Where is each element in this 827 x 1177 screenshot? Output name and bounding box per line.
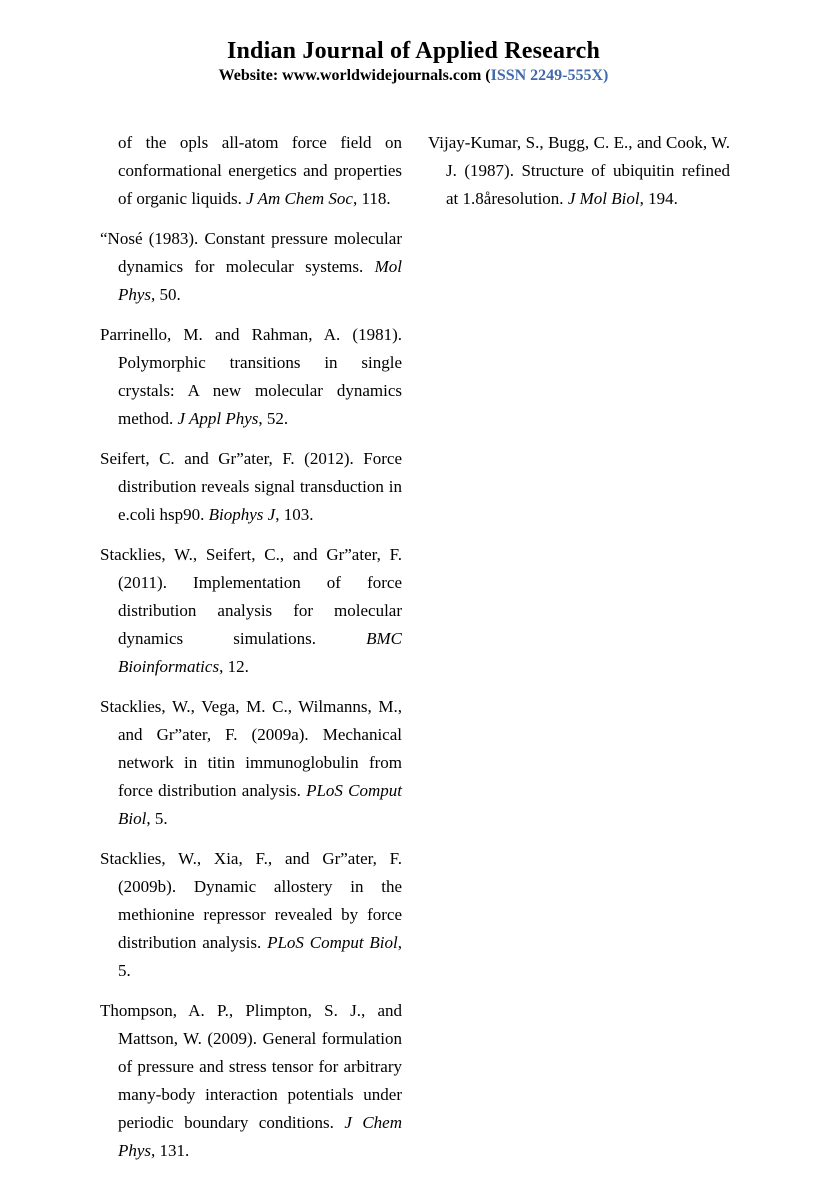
reference-text: of the opls all-atom force field on conformational energetics and properties of organic liquids. <box>118 133 402 208</box>
reference-entry <box>100 445 402 529</box>
reference-entry <box>100 693 402 833</box>
reference-text: , 50. <box>151 285 181 304</box>
reference-entry <box>100 845 402 985</box>
reference-entry <box>100 129 402 213</box>
reference-entry <box>100 541 402 681</box>
journal-name: Mol Phys <box>118 257 402 304</box>
reference-text: , 12. <box>219 657 249 676</box>
journal-name: J Mol Biol <box>567 189 640 208</box>
reference-text: “Nosé (1983). Constant pressure molecular dynamics for molecular systems. <box>100 229 402 276</box>
references-column-left <box>100 129 402 1177</box>
reference-text: Stacklies, W., Vega, M. C., Wilmanns, M., and Gr”ater, F. (2009a). Mechanical network in titin immunoglobulin from force distribution analysis. <box>100 697 402 800</box>
references-column-right <box>428 129 730 1177</box>
journal-name: J Am Chem Soc <box>246 189 353 208</box>
journal-name: J Chem Phys <box>118 1113 402 1160</box>
journal-subtitle <box>0 66 827 86</box>
reference-text: Stacklies, W., Xia, F., and Gr”ater, F. (2009b). Dynamic allostery in the methionine repressor revealed by force distribution analysis. <box>100 849 402 952</box>
journal-name: J Appl Phys <box>177 409 259 428</box>
reference-text: Thompson, A. P., Plimpton, S. J., and Mattson, W. (2009). General formulation of pressure and stress tensor for arbitrary many-body interaction potentials under periodic boundary conditions. <box>100 1001 402 1132</box>
reference-text: Parrinello, M. and Rahman, A. (1981). Polymorphic transitions in single crystals: A new molecular dynamics method. <box>100 325 402 428</box>
journal-title: Indian Journal of Applied Research <box>226 38 601 64</box>
issn-text: ISSN 2249-555X) <box>490 67 609 84</box>
reference-text: , 194. <box>639 189 678 208</box>
reference-entry <box>100 997 402 1165</box>
reference-entry <box>100 321 402 433</box>
reference-text: , 5. <box>118 933 402 980</box>
reference-text: , 5. <box>146 809 168 828</box>
reference-entry <box>428 129 730 213</box>
journal-name: PLoS Comput Biol <box>118 781 402 828</box>
reference-text: Seifert, C. and Gr”ater, F. (2012). Force distribution reveals signal transduction in e.coli hsp90. <box>100 449 402 524</box>
journal-header <box>0 0 827 86</box>
journal-name: Biophys J <box>208 505 276 524</box>
reference-text: Vijay-Kumar, S., Bugg, C. E., and Cook, W. J. (1987). Structure of ubiquitin refined at 1.8åresolution. <box>428 133 730 208</box>
reference-text: Stacklies, W., Seifert, C., and Gr”ater, F. (2011). Implementation of force distribution analysis for molecular dynamics simulations. <box>100 545 402 648</box>
reference-text: , 52. <box>258 409 289 428</box>
reference-entry <box>100 225 402 309</box>
reference-text: , 103. <box>275 505 314 524</box>
references-section <box>100 129 827 1177</box>
reference-text: , 131. <box>151 1141 190 1160</box>
journal-name: BMC Bioinformatics <box>118 629 402 676</box>
website-text: Website: www.worldwidejournals.com ( <box>218 67 491 84</box>
journal-name: PLoS Comput Biol <box>267 933 398 952</box>
reference-text: , 118. <box>352 189 391 208</box>
